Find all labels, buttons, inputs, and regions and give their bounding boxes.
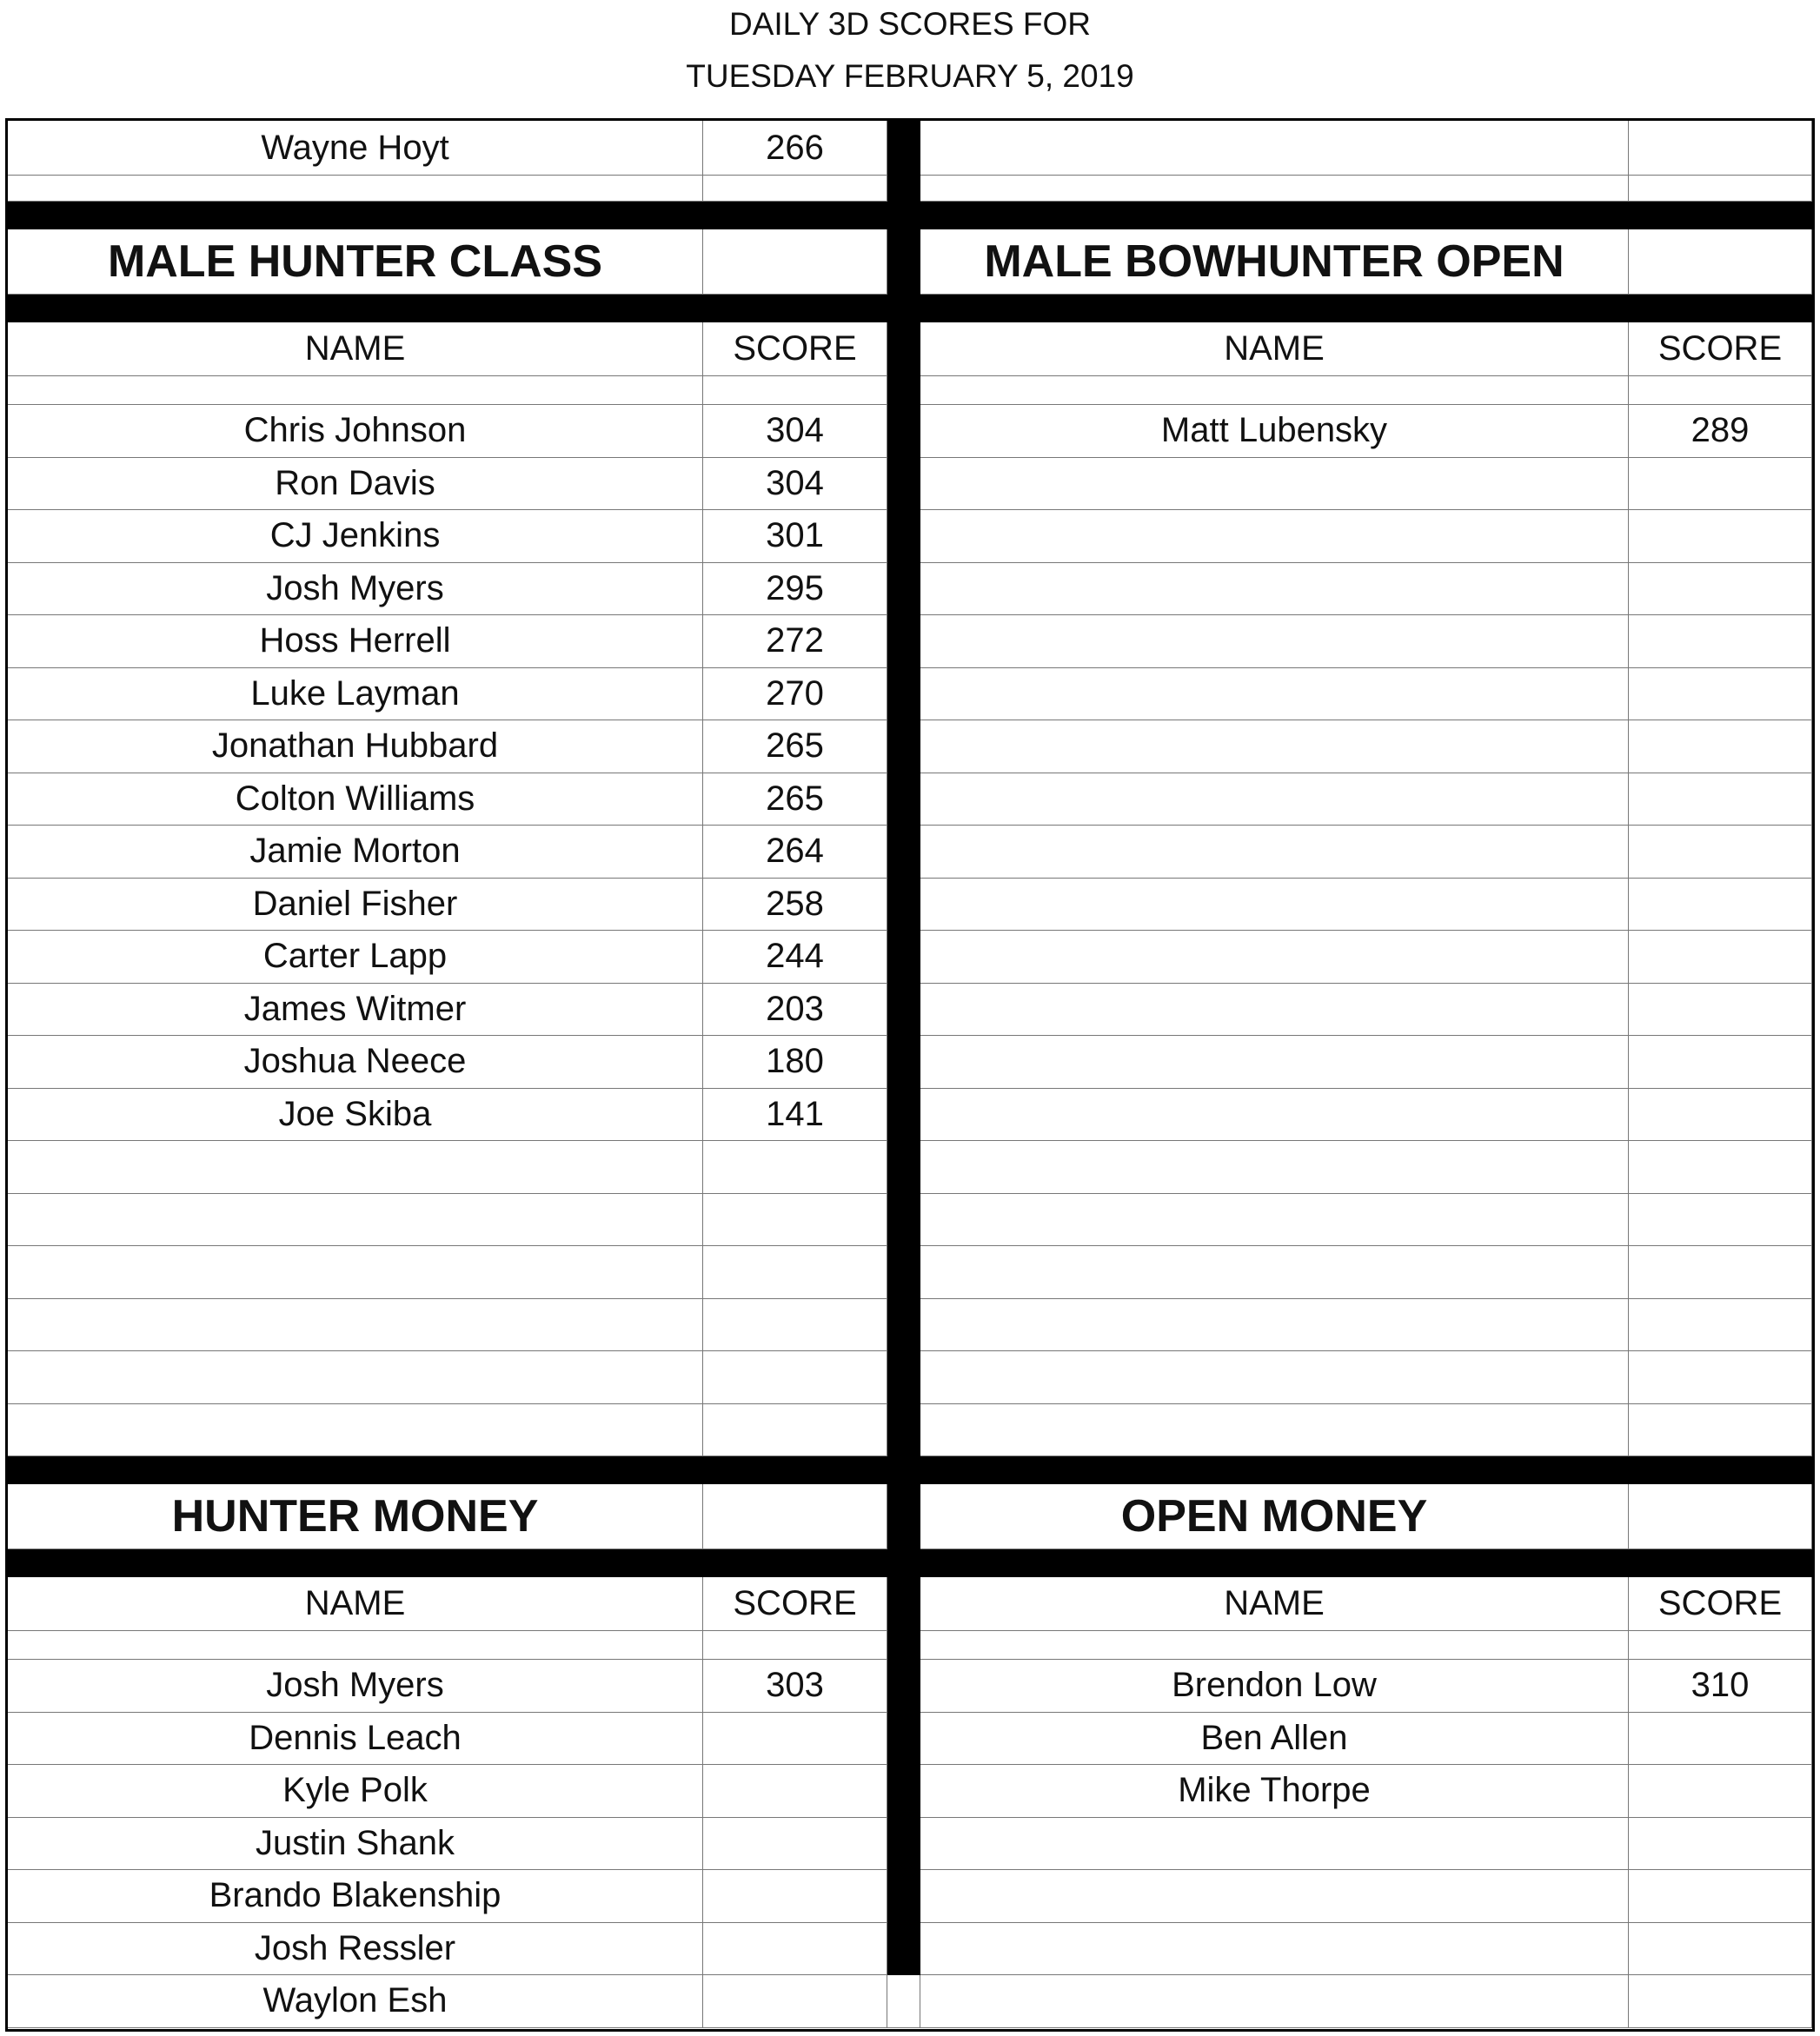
row-score: [1629, 615, 1812, 668]
row-name: [920, 879, 1629, 932]
row-score: 304: [703, 405, 887, 458]
row-name: [920, 1404, 1629, 1457]
name-column-header: NAME: [920, 1577, 1629, 1631]
spacer-cell: [8, 176, 703, 202]
row-name: [8, 1404, 703, 1457]
row-score: [1629, 1975, 1812, 2028]
row-name: [8, 1141, 703, 1194]
row-score: [1629, 826, 1812, 879]
row-name: [8, 1351, 703, 1404]
row-name: Jonathan Hubbard: [8, 720, 703, 773]
score-column-header: SCORE: [703, 322, 887, 376]
row-name: [8, 1194, 703, 1247]
row-name: Luke Layman: [8, 668, 703, 721]
row-name: Daniel Fisher: [8, 879, 703, 932]
top-row-score: 266: [703, 121, 887, 176]
row-name: Kyle Polk: [8, 1765, 703, 1818]
page-title-line-2: TUESDAY FEBRUARY 5, 2019: [686, 58, 1134, 94]
section-title: MALE BOWHUNTER OPEN: [920, 229, 1629, 295]
row-name: Joe Skiba: [8, 1089, 703, 1142]
row-score: [1629, 1923, 1812, 1976]
row-score: [703, 1765, 887, 1818]
row-name: Carter Lapp: [8, 931, 703, 984]
row-name: Brendon Low: [920, 1660, 1629, 1713]
row-score: [1629, 1194, 1812, 1247]
row-score: [1629, 1299, 1812, 1352]
row-score: [1629, 458, 1812, 511]
row-score: [1629, 1870, 1812, 1923]
row-name: Jamie Morton: [8, 826, 703, 879]
row-score: [1629, 931, 1812, 984]
spacer-cell: [920, 176, 1629, 202]
row-name: [920, 1870, 1629, 1923]
row-name: [920, 563, 1629, 616]
row-score: 141: [703, 1089, 887, 1142]
row-name: Mike Thorpe: [920, 1765, 1629, 1818]
spacer-cell: [703, 376, 887, 405]
spacer-cell: [1629, 176, 1812, 202]
row-score: 310: [1629, 1660, 1812, 1713]
row-score: 304: [703, 458, 887, 511]
row-name: [920, 1194, 1629, 1247]
row-name: [920, 1818, 1629, 1871]
empty-cell: [887, 1975, 920, 2028]
row-score: [1629, 1404, 1812, 1457]
row-score: [703, 1141, 887, 1194]
score-column-header: SCORE: [1629, 1577, 1812, 1631]
row-score: [1629, 510, 1812, 563]
row-score: 264: [703, 826, 887, 879]
page-title-line-1: DAILY 3D SCORES FOR: [728, 6, 1091, 42]
row-score: [703, 1975, 887, 2028]
spacer-cell: [1629, 376, 1812, 405]
row-name: [8, 1246, 703, 1299]
row-score: 272: [703, 615, 887, 668]
row-name: Josh Myers: [8, 1660, 703, 1713]
row-name: [920, 458, 1629, 511]
row-score: [1629, 984, 1812, 1037]
row-score: [1629, 1818, 1812, 1871]
row-name: [920, 1036, 1629, 1089]
row-score: 203: [703, 984, 887, 1037]
row-score: 258: [703, 879, 887, 932]
name-column-header: NAME: [920, 322, 1629, 376]
row-name: Josh Myers: [8, 563, 703, 616]
empty-cell: [1629, 1484, 1812, 1549]
empty-cell: [920, 121, 1629, 176]
row-score: 301: [703, 510, 887, 563]
spacer-cell: [920, 376, 1629, 405]
row-score: 303: [703, 1660, 887, 1713]
section-title: OPEN MONEY: [920, 1484, 1629, 1549]
row-name: [920, 615, 1629, 668]
section-title: MALE HUNTER CLASS: [8, 229, 703, 295]
row-score: [1629, 668, 1812, 721]
row-name: Colton Williams: [8, 773, 703, 826]
row-score: [703, 1923, 887, 1976]
row-name: [920, 773, 1629, 826]
row-score: 295: [703, 563, 887, 616]
row-score: [703, 1351, 887, 1404]
row-name: Ben Allen: [920, 1713, 1629, 1766]
spacer-cell: [703, 176, 887, 202]
row-name: [8, 1299, 703, 1352]
row-score: 244: [703, 931, 887, 984]
row-score: 265: [703, 773, 887, 826]
row-score: 180: [703, 1036, 887, 1089]
empty-cell: [1629, 121, 1812, 176]
row-score: [1629, 1713, 1812, 1766]
row-score: [1629, 1246, 1812, 1299]
section-title: HUNTER MONEY: [8, 1484, 703, 1549]
row-name: [920, 1299, 1629, 1352]
row-score: [1629, 1351, 1812, 1404]
row-score: [1629, 773, 1812, 826]
row-name: [920, 826, 1629, 879]
row-score: [703, 1818, 887, 1871]
row-name: Chris Johnson: [8, 405, 703, 458]
empty-cell: [703, 1484, 887, 1549]
row-name: [920, 984, 1629, 1037]
row-name: Dennis Leach: [8, 1713, 703, 1766]
row-name: [920, 931, 1629, 984]
empty-cell: [703, 229, 887, 295]
row-score: [1629, 1141, 1812, 1194]
row-name: [920, 510, 1629, 563]
row-name: [920, 1141, 1629, 1194]
spacer-cell: [703, 1631, 887, 1660]
row-score: [1629, 1089, 1812, 1142]
row-name: [920, 1246, 1629, 1299]
row-name: [920, 720, 1629, 773]
row-score: [703, 1713, 887, 1766]
top-row-name: Wayne Hoyt: [8, 121, 703, 176]
row-score: [703, 1194, 887, 1247]
row-score: [1629, 1765, 1812, 1818]
row-name: Waylon Esh: [8, 1975, 703, 2028]
column-divider-bar: [887, 121, 920, 1975]
row-name: Justin Shank: [8, 1818, 703, 1871]
spacer-cell: [920, 1631, 1629, 1660]
empty-cell: [1629, 229, 1812, 295]
row-name: Matt Lubensky: [920, 405, 1629, 458]
spacer-cell: [8, 376, 703, 405]
row-name: Josh Ressler: [8, 1923, 703, 1976]
row-name: Hoss Herrell: [8, 615, 703, 668]
name-column-header: NAME: [8, 1577, 703, 1631]
row-score: [703, 1404, 887, 1457]
row-name: Joshua Neece: [8, 1036, 703, 1089]
row-score: [703, 1870, 887, 1923]
row-score: [703, 1246, 887, 1299]
row-name: Brando Blakenship: [8, 1870, 703, 1923]
row-name: [920, 1975, 1629, 2028]
row-name: [920, 1089, 1629, 1142]
row-score: 265: [703, 720, 887, 773]
row-score: [1629, 720, 1812, 773]
score-column-header: SCORE: [703, 1577, 887, 1631]
row-name: CJ Jenkins: [8, 510, 703, 563]
row-name: [920, 1923, 1629, 1976]
spacer-cell: [8, 1631, 703, 1660]
row-score: [1629, 879, 1812, 932]
spacer-cell: [1629, 1631, 1812, 1660]
score-sheet: [5, 118, 1815, 2032]
score-column-header: SCORE: [1629, 322, 1812, 376]
row-score: 270: [703, 668, 887, 721]
row-name: Ron Davis: [8, 458, 703, 511]
row-score: [1629, 1036, 1812, 1089]
row-score: [703, 1299, 887, 1352]
row-name: James Witmer: [8, 984, 703, 1037]
row-name: [920, 668, 1629, 721]
row-score: 289: [1629, 405, 1812, 458]
row-name: [920, 1351, 1629, 1404]
row-score: [1629, 563, 1812, 616]
name-column-header: NAME: [8, 322, 703, 376]
